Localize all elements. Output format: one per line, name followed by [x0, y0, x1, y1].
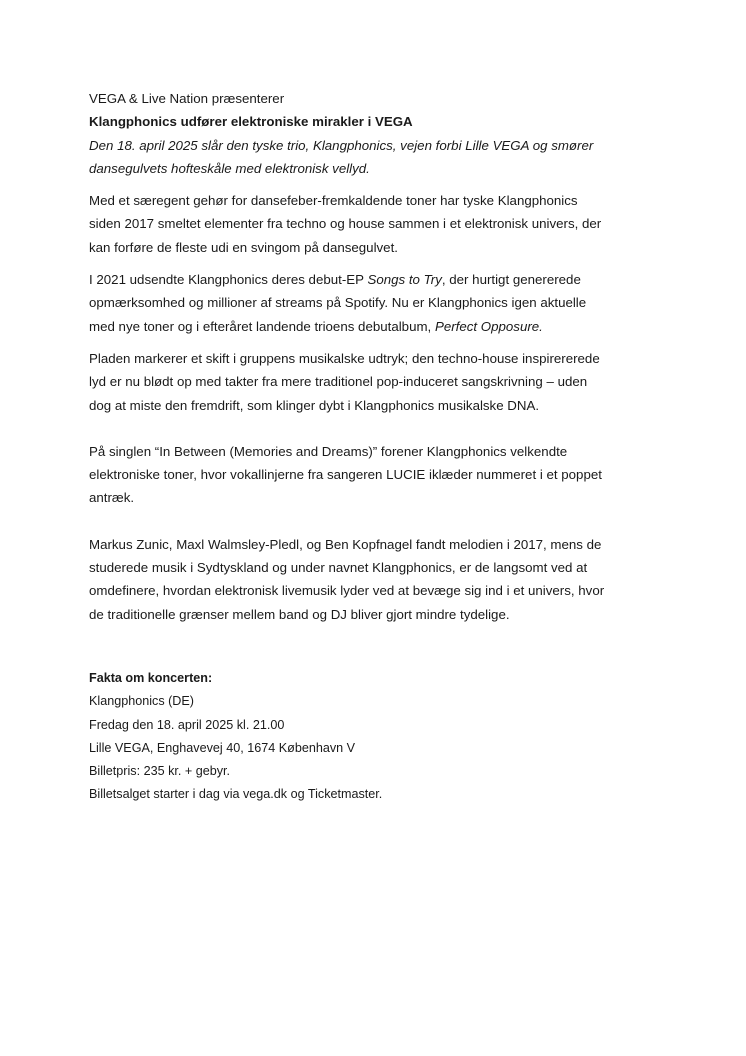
lead-line: dansegulvets hofteskåle med elektronisk vellyd.	[89, 160, 370, 176]
paragraph-line: elektroniske toner, hvor vokallinjerne fra sangeren LUCIE iklæder nummeret i et poppet	[89, 467, 602, 483]
ep-title: Songs to Try	[367, 272, 442, 288]
facts-heading: Fakta om koncerten:	[89, 670, 213, 685]
paragraph-line: Med et særegent gehør for dansefeber-fremkaldende toner har tyske Klangphonics	[89, 193, 578, 209]
text-run: I 2021 udsendte Klangphonics deres debut-EP	[89, 272, 368, 288]
facts-item-artist: Klangphonics (DE)	[89, 694, 194, 709]
paragraph-line: studerede musik i Sydtyskland og under navnet Klangphonics, er de langsomt ved at	[89, 560, 588, 576]
press-release	[89, 87, 659, 807]
lead-line: Den 18. april 2025 slår den tyske trio, Klangphonics, vejen forbi Lille VEGA og smører	[89, 137, 594, 153]
lead-paragraph	[89, 134, 659, 181]
paragraph-line	[89, 315, 659, 338]
paragraph-intro	[89, 189, 659, 259]
text-run: , der hurtigt genererede	[441, 272, 581, 288]
paragraph-line: dog at miste den fremdrift, som klinger dybt i Klangphonics musikalske DNA.	[89, 397, 540, 413]
album-title: Perfect Opposure.	[434, 318, 543, 334]
paragraph-single	[89, 440, 659, 510]
facts-item-price: Billetpris: 235 kr. + gebyr.	[89, 764, 231, 779]
concert-facts	[89, 667, 659, 807]
facts-item-date: Fredag den 18. april 2025 kl. 21.00	[89, 717, 285, 732]
headline: Klangphonics udfører elektroniske mirakler i VEGA	[89, 114, 413, 130]
paragraph-line: På singlen “In Between (Memories and Dreams)” forener Klangphonics velkendte	[89, 443, 568, 459]
paragraph-line: opmærksomhed og millioner af streams på Spotify. Nu er Klangphonics igen aktuelle	[89, 295, 587, 311]
paragraph-line: lyd er nu blødt op med takter fra mere traditionel pop-induceret sangskrivning – uden	[89, 374, 588, 390]
paragraph-debut-ep	[89, 268, 659, 338]
paragraph-new-sound	[89, 347, 659, 417]
paragraph-line: Markus Zunic, Maxl Walmsley-Pledl, og Ben Kopfnagel fandt melodien i 2017, mens de	[89, 536, 602, 552]
paragraph-line: antræk.	[89, 490, 135, 506]
paragraph-line: omdefinere, hvordan elektronisk livemusik lyder ved at bevæge sig ind i et univers, hvor	[89, 583, 605, 599]
paragraph-line: de traditionelle grænser mellem band og DJ bliver gjort mindre tydelige.	[89, 606, 510, 622]
paragraph-line	[89, 268, 659, 291]
paragraph-members	[89, 533, 659, 626]
presenter-line: VEGA & Live Nation præsenterer	[89, 91, 285, 106]
facts-item-venue: Lille VEGA, Enghavevej 40, 1674 København V	[89, 740, 356, 755]
paragraph-line: Pladen markerer et skift i gruppens musikalske udtryk; den techno-house inspirererede	[89, 350, 600, 366]
text-run: med nye toner og i efteråret landende trioens debutalbum,	[89, 318, 435, 334]
paragraph-line: kan forføre de fleste udi en svingom på dansegulvet.	[89, 239, 398, 255]
facts-item-sale: Billetsalget starter i dag via vega.dk og Ticketmaster.	[89, 787, 383, 802]
paragraph-line: siden 2017 smeltet elementer fra techno og house sammen i et elektronisk univers, der	[89, 216, 602, 232]
